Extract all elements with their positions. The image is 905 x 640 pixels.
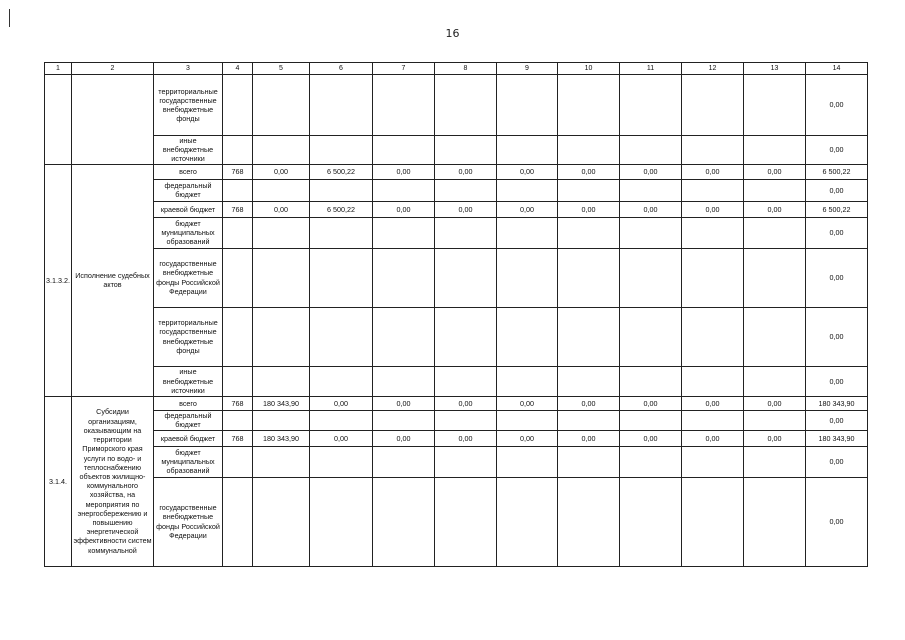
table-row [45, 477, 868, 566]
code-cell: 768 [223, 164, 253, 179]
section-code: 3.1.3.2. [45, 164, 72, 396]
column-number: 2 [72, 63, 154, 75]
total-cell: 180 343,90 [806, 430, 868, 446]
value-cell: 0,00 [682, 430, 744, 446]
value-cell: 0,00 [620, 164, 682, 179]
table-row [45, 164, 868, 179]
table-row [45, 410, 868, 430]
total-cell: 0,00 [806, 179, 868, 201]
column-number: 11 [620, 63, 682, 75]
value-cell: 0,00 [435, 396, 497, 410]
value-cell: 0,00 [253, 164, 310, 179]
code-cell: 768 [223, 396, 253, 410]
source-label: краевой бюджет [154, 201, 223, 217]
value-cell: 0,00 [682, 164, 744, 179]
table-row [45, 248, 868, 307]
table-row [45, 75, 868, 136]
value-cell: 0,00 [497, 430, 558, 446]
budget-table [44, 62, 868, 567]
value-cell: 0,00 [373, 396, 435, 410]
value-cell: 180 343,90 [253, 430, 310, 446]
column-number: 4 [223, 63, 253, 75]
source-label: иные внебюджетные источники [154, 136, 223, 165]
column-number: 3 [154, 63, 223, 75]
column-number: 8 [435, 63, 497, 75]
total-cell: 0,00 [806, 136, 868, 165]
total-cell: 180 343,90 [806, 396, 868, 410]
total-cell: 0,00 [806, 75, 868, 136]
source-label: федеральный бюджет [154, 410, 223, 430]
total-cell: 0,00 [806, 477, 868, 566]
value-cell: 0,00 [373, 430, 435, 446]
value-cell: 0,00 [744, 201, 806, 217]
value-cell: 0,00 [497, 396, 558, 410]
value-cell: 0,00 [682, 201, 744, 217]
source-label: территориальные государственные внебюджетные фонды [154, 307, 223, 366]
column-number: 10 [558, 63, 620, 75]
column-number: 7 [373, 63, 435, 75]
source-label: бюджет муниципальных образований [154, 446, 223, 477]
total-cell: 0,00 [806, 410, 868, 430]
section-name: Исполнение судебных актов [72, 164, 154, 396]
value-cell: 0,00 [497, 164, 558, 179]
value-cell: 180 343,90 [253, 396, 310, 410]
value-cell: 6 500,22 [310, 164, 373, 179]
section-code-cell [45, 75, 72, 165]
scan-mark [9, 9, 10, 27]
value-cell: 0,00 [620, 201, 682, 217]
value-cell: 0,00 [620, 430, 682, 446]
value-cell: 0,00 [558, 201, 620, 217]
page-number: 16 [445, 27, 460, 40]
column-number: 14 [806, 63, 868, 75]
value-cell: 0,00 [744, 164, 806, 179]
value-cell: 0,00 [682, 396, 744, 410]
source-label: всего [154, 164, 223, 179]
table-row [45, 446, 868, 477]
column-number: 6 [310, 63, 373, 75]
code-cell: 768 [223, 430, 253, 446]
column-number: 5 [253, 63, 310, 75]
total-cell: 6 500,22 [806, 164, 868, 179]
source-label: территориальные государственные внебюджетные фонды [154, 75, 223, 136]
value-cell: 0,00 [253, 201, 310, 217]
table-row [45, 179, 868, 201]
total-cell: 0,00 [806, 307, 868, 366]
value-cell: 0,00 [310, 396, 373, 410]
table-row [45, 217, 868, 248]
column-number: 13 [744, 63, 806, 75]
value-cell: 0,00 [435, 430, 497, 446]
value-cell: 0,00 [373, 164, 435, 179]
value-cell: 0,00 [744, 396, 806, 410]
value-cell: 6 500,22 [310, 201, 373, 217]
source-label: федеральный бюджет [154, 179, 223, 201]
total-cell: 0,00 [806, 366, 868, 396]
source-label: государственные внебюджетные фонды Российской Федерации [154, 477, 223, 566]
source-label: государственные внебюджетные фонды Российской Федерации [154, 248, 223, 307]
table-row [45, 307, 868, 366]
table-row [45, 396, 868, 410]
section-name-cell [72, 75, 154, 165]
code-cell: 768 [223, 201, 253, 217]
total-cell: 0,00 [806, 248, 868, 307]
value-cell: 0,00 [310, 430, 373, 446]
value-cell: 0,00 [373, 201, 435, 217]
table-row [45, 430, 868, 446]
value-cell: 0,00 [558, 430, 620, 446]
value-cell: 0,00 [744, 430, 806, 446]
value-cell: 0,00 [435, 201, 497, 217]
column-number-row [45, 63, 868, 75]
total-cell: 0,00 [806, 446, 868, 477]
section-name: Субсидии организациям, оказывающим на территории Приморского края услуги по водо- и теплоснабжению объектов жилищно-коммунального хозяйства, на мероприятия по энергосбережению и повышению энергетической эффективности систем коммунальной [72, 396, 154, 566]
column-number: 1 [45, 63, 72, 75]
total-cell: 0,00 [806, 217, 868, 248]
table-row [45, 136, 868, 165]
source-label: всего [154, 396, 223, 410]
source-label: краевой бюджет [154, 430, 223, 446]
column-number: 9 [497, 63, 558, 75]
value-cell: 0,00 [435, 164, 497, 179]
source-label: иные внебюджетные источники [154, 366, 223, 396]
value-cell: 0,00 [558, 396, 620, 410]
table-row [45, 201, 868, 217]
table-row [45, 366, 868, 396]
source-label: бюджет муниципальных образований [154, 217, 223, 248]
value-cell: 0,00 [497, 201, 558, 217]
value-cell: 0,00 [558, 164, 620, 179]
column-number: 12 [682, 63, 744, 75]
section-code: 3.1.4. [45, 396, 72, 566]
total-cell: 6 500,22 [806, 201, 868, 217]
value-cell: 0,00 [620, 396, 682, 410]
